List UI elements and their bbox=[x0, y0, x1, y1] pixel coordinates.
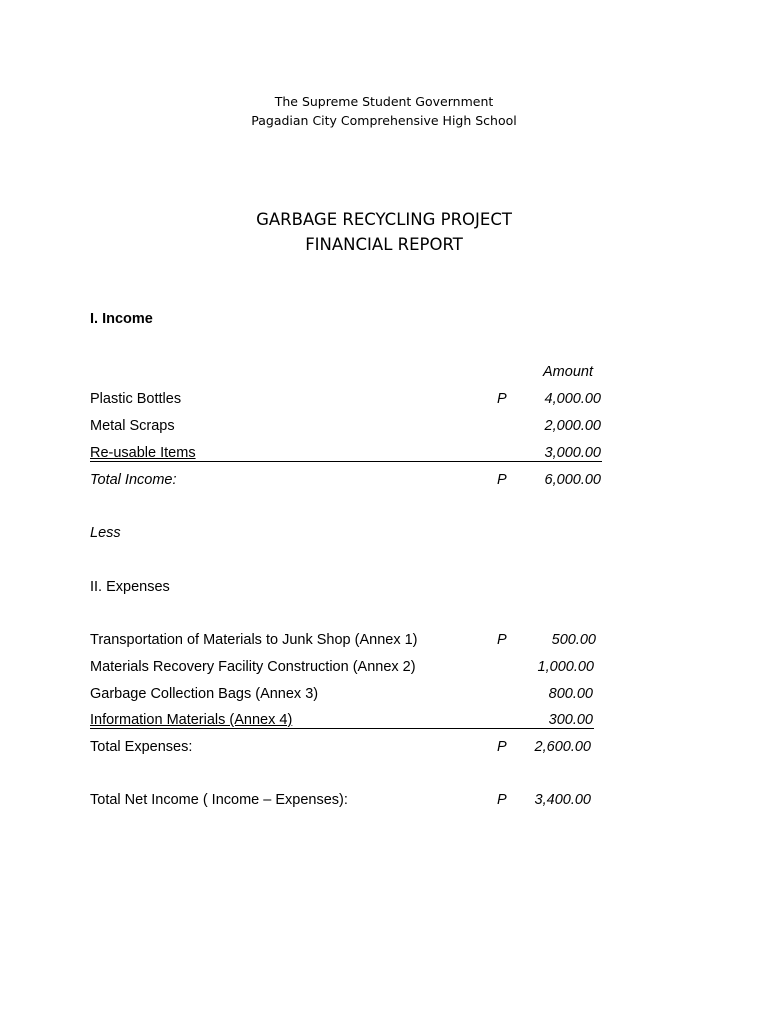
amount-column-header: Amount bbox=[543, 364, 593, 380]
income-total-currency: P bbox=[497, 472, 507, 488]
less-label: Less bbox=[90, 525, 121, 541]
expense-total-rule bbox=[90, 728, 594, 729]
income-heading: I. Income bbox=[90, 311, 153, 327]
expense-item-currency: P bbox=[497, 632, 507, 648]
expense-total-amount: 2,600.00 bbox=[534, 739, 591, 755]
school-name: Pagadian City Comprehensive High School bbox=[251, 113, 517, 128]
income-item-label: Metal Scraps bbox=[90, 418, 175, 434]
expense-item-label: Transportation of Materials to Junk Shop (Annex 1) bbox=[90, 632, 418, 648]
income-item-amount: 2,000.00 bbox=[544, 418, 601, 434]
report-subtitle: FINANCIAL REPORT bbox=[305, 235, 463, 254]
expense-item-label: Garbage Collection Bags (Annex 3) bbox=[90, 686, 319, 702]
expense-total-currency: P bbox=[497, 739, 507, 755]
expense-item-amount: 300.00 bbox=[548, 712, 593, 728]
income-item-currency: P bbox=[497, 391, 507, 407]
org-name: The Supreme Student Government bbox=[274, 94, 494, 109]
expense-total-label: Total Expenses: bbox=[90, 739, 193, 755]
income-total-label: Total Income: bbox=[90, 472, 177, 488]
report-title: GARBAGE RECYCLING PROJECT bbox=[256, 210, 512, 229]
expense-item-label: Materials Recovery Facility Construction (Annex 2) bbox=[90, 659, 416, 675]
net-income-amount: 3,400.00 bbox=[534, 792, 591, 808]
income-total-amount: 6,000.00 bbox=[544, 472, 601, 488]
income-total-rule bbox=[90, 461, 602, 462]
net-income-label: Total Net Income ( Income – Expenses): bbox=[90, 792, 348, 808]
income-item-label: Plastic Bottles bbox=[90, 391, 182, 407]
net-income-currency: P bbox=[497, 792, 507, 808]
expenses-heading: II. Expenses bbox=[90, 579, 170, 595]
income-item-label: Re-usable Items bbox=[90, 445, 196, 461]
expense-item-amount: 1,000.00 bbox=[537, 659, 594, 675]
expense-item-label: Information Materials (Annex 4) bbox=[90, 712, 293, 728]
expense-item-amount: 500.00 bbox=[551, 632, 596, 648]
expense-item-amount: 800.00 bbox=[548, 686, 593, 702]
income-item-amount: 3,000.00 bbox=[544, 445, 601, 461]
income-item-amount: 4,000.00 bbox=[544, 391, 601, 407]
